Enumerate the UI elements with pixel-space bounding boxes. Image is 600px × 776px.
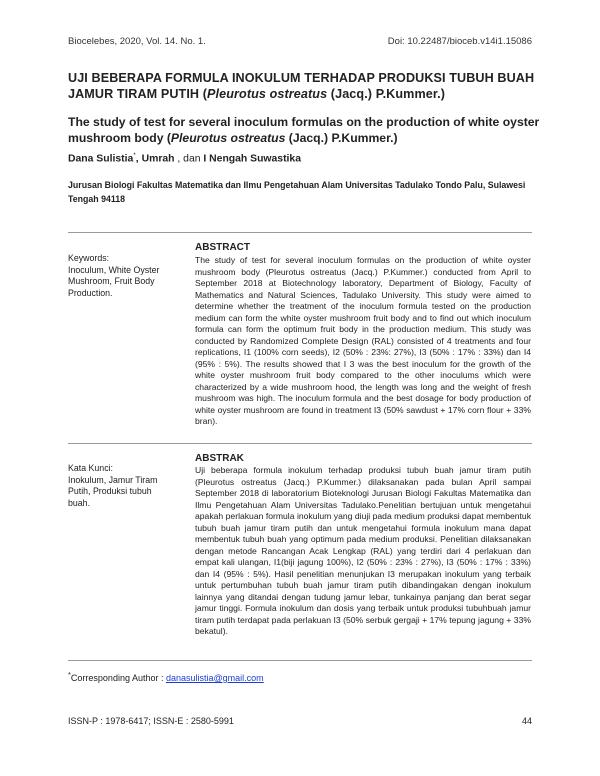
title-id-species: Pleurotus ostreatus [207, 87, 328, 101]
kata-kunci-block [68, 463, 173, 509]
title-en-suffix: (Jacq.) P.Kummer.) [285, 131, 398, 145]
keywords-label: Keywords: [68, 253, 110, 263]
divider-bottom [68, 660, 532, 661]
title-en-species: Pleurotus ostreatus [170, 131, 286, 145]
kata-kunci-label: Kata Kunci: [68, 463, 113, 473]
abstrak-heading: ABSTRAK [195, 453, 244, 464]
affiliation: Jurusan Biologi Fakultas Matematika dan Ilmu Pengetahuan Alam Universitas Tadulako Tondo Palu, Sulawesi Tengah 94118 [68, 180, 526, 204]
author-second: Umrah [141, 153, 175, 165]
author-first-mark: * [133, 152, 136, 159]
author-sep-1: , [135, 153, 142, 165]
divider-middle [68, 443, 532, 444]
title-id-prefix: UJI BEBERAPA FORMULA INOKULUM TERHADAP PRODUKSI TUBUH BUAH JAMUR TIRAM PUTIH ( [68, 71, 535, 101]
author-sep-2: , dan [174, 153, 204, 165]
author-list [68, 152, 301, 164]
corresponding-author [68, 670, 264, 683]
title-english [68, 114, 543, 146]
divider-top [68, 232, 532, 233]
doi-label: Doi: 10.22487/bioceb.v14i1.15086 [387, 36, 532, 47]
keywords-block [68, 253, 173, 299]
author-first: Dana Sulistia [68, 153, 134, 165]
abstrak-text: Uji beberapa formula inokulum terhadap produksi tubuh buah jamur tiram putih (Pleurotus ostreatus (Jacq.) P.Kummer.) dilaksanakan pada bulan April sampai September 2018 di laboratorium Bioteknologi Jurusan Biologi Fakultas Matematika dan Ilmu Pengetahuan Alam Universitas Tadulako.Penelitian bertujuan untuk mengetahui apakah perlakuan formula inokulum yang diuji pada medium produksi dapat membentuk tubuh buah jamur tiram putih dan untuk mengetahui formula inokulum mana dapat membentuk tubuh buah yang optimum pada medium produksi. Penelitian dilaksanakan dengan metode Rancangan Acak Lengkap (RAL) yang terdiri dari 4 perlakuan dan empat kali ulangan, I1(biji jagung 100%), I2 (50% : 23% : 27%), I3 (50% : 17% : 33%) dan I4 (95% : 5%). Hasil penelitian menunjukan I3 merupakan inokulum yang terbaik untuk pertumbuhan tubuh buah jamur tiram putih dibandingakan dengan inokulum lainnya yang ditandai dengan tudung jamur lebar, tunkainya panjang dan berat segar jamur tinggi. Formula inokulum dan dosis yang terbaik untuk produksi tubuhbuah jamur tiram putih terdapat pada perlakuan I3 (50% serbuk gergaji + 17% tepung jagung + 33% bekatul). [195, 465, 531, 636]
issn-label: ISSN-P : 1978-6417; ISSN-E : 2580-5991 [68, 716, 234, 726]
page-number: 44 [521, 716, 532, 726]
abstract-text: The study of test for several inoculum formulas on the production of white oyster mushroom body (Pleurotus ostreatus (Jacq.) P.Kummer.) conducted from April to September 2018 at Biotechnology laboratory, Department of Biology, Faculty of Mathematics and Natural Sciences, Tadulako University. This study were aimed to determine whether the treatment of the inoculum formula tested on the production medium can form the white oyster mushroom fruit body and to find out which inoculum formula can form the optimum fruit body in the production medium. This study was conducted by Randomized Complete Design (RAL) consisted of 4 treatments and four replications, I1 (100% corn seeds), I2 (50% : 23%: 27%), I3 (50% : 17% : 33%) dan I4 (95% : 5%). The results showed that I 3 was the best inoculum for the growth of the white oyster mushroom fruit body compared to the other inoculums which were characterized by a wide mushroom hood, the length was long and the weight of fresh mushroom was high. The inoculum formula and the best dosage for body production of white oyster mushroom are found in treatment I3 (50% sawdust + 17% corn flour + 33% bran). [195, 255, 531, 426]
title-id-suffix: (Jacq.) P.Kummer.) [327, 87, 446, 101]
journal-citation: Biocelebes, 2020, Vol. 14. No. 1. [68, 36, 206, 47]
title-en-prefix: The study of test for several inoculum formulas on the production of white oyster mushroom body ( [68, 115, 540, 145]
keywords-text: Inoculum, White Oyster Mushroom, Fruit Body Production. [68, 264, 160, 298]
title-indonesian [68, 70, 538, 102]
kata-kunci-text: Inokulum, Jamur Tiram Putih, Produksi tubuh buah. [68, 474, 158, 508]
author-email-link[interactable]: danasulistia@gmail.com [165, 673, 264, 683]
footnote-mark: * [68, 670, 71, 679]
abstract-heading: ABSTRACT [195, 242, 250, 253]
author-third: I Nengah Suwastika [203, 153, 301, 165]
footnote-label: Corresponding Author : [70, 673, 166, 683]
